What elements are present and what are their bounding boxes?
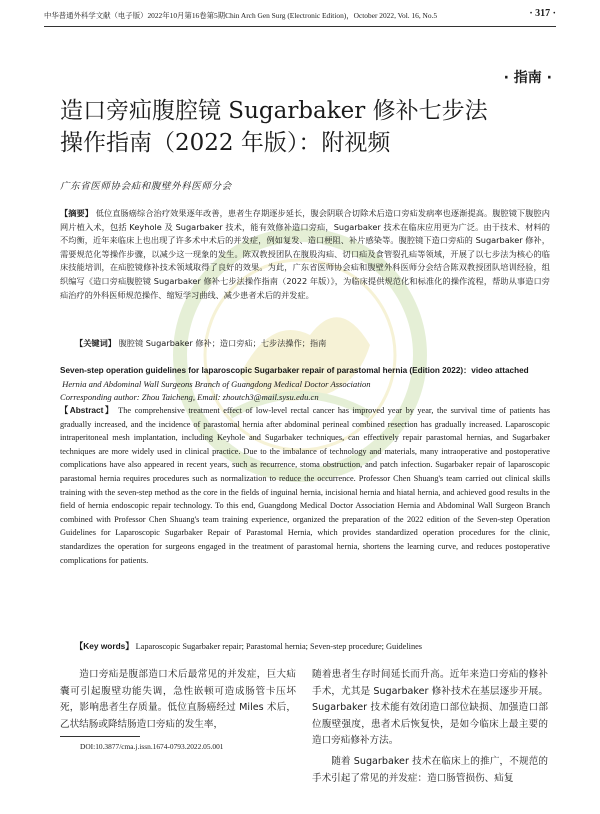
zh-keywords-text: 腹腔镜 Sugarbaker 修补；造口旁疝；七步法操作；指南 [118,338,327,348]
english-title-block [60,364,550,405]
english-title: Seven-step operation guidelines for laparoscopic Sugarbaker repair of parastomal hernia (Edition 2022)：video attached [60,366,529,375]
zh-abstract-text: 低位直肠癌综合治疗效果逐年改善，患者生存期逐步延长，腹会阴联合切除术后造口旁疝发病率也逐渐提高。腹腔镜下腹腔内网片植入术，包括 Keyhole 及 Sugarbaker 技术，能有效修补造口旁疝，Sugarbaker 技术在临床应用更为广泛。由于技术、材料的不均衡，近年来临床上也出现了许多术中术后的并发症，例如复发、造口梗阻、补片感染等。腹腔镜下造口旁疝的 Sugarbaker 修补，需要规范化等操作步骤，以减少这一现象的发生。陈双教授团队在腹股沟疝、切口疝及食管裂孔疝等领域，开展了以七步法为核心的临床技能培训，在疝腔镜修补技术领域取得了良好的效果。为此，广东省医师协会疝和腹壁外科医师分会结合陈双教授团队培训经验，组织编写《造口旁疝腹腔镜 Sugarbaker 修补七步法操作指南（2022 年版）》，为临床提供规范化和标准化的操作流程，帮助从事造口旁疝治疗的外科医师规范操作、缩短学习曲线、减少患者术后的并发症。 [60,208,550,300]
zh-keywords-label: 【关键词】 [75,338,116,348]
corresponding-author: Corresponding author: Zhou Taicheng, Email: zhoutch3@mail.sysu.edu.cn [60,392,319,402]
title-line-1: 造口旁疝腹腔镜 Sugarbaker 修补七步法 [60,98,488,124]
running-header [44,10,556,27]
body-left-column [60,667,296,733]
chinese-keywords [75,338,545,349]
en-abstract-text: The comprehensive treatment effect of low-level rectal cancer has improved year by year, the survival time of patients has gradually increased, and the incidence of parastomal hernia after abdominal perineal combined resection has gradually increased. Laparoscopic intraperitoneal mesh implantation, including Keyhole and Sugarbaker techniques, can effectively repair parastomal hernias, and Sugarbaker techniques are more widely used in clinical practice. Due to the imbalance of technology and materials, many intraoperative and postoperative complications have also appeared in recent years, such as recurrence, stoma obstruction, and patch infection. Sugarbaker repair of laparoscopic parastomal hernia requires procedures such as normalization to reduce the occurrence. Professor Chen Shuang's team carried out clinical skills training with the seven-step method as the core in the fields of inguinal hernia, incisional hernia and hiatal hernia, and achieved good results in the field of hernia endoscopic repair technology. To this end, Guangdong Medical Doctor Association Hernia and Abdominal Wall Surgeon Branch combined with Professor Chen Shuang's team training experience, organized the preparation of the 2022 edition of the Seven-step Operation Guidelines for Laparoscopic Sugarbaker Repair of Parastomal Hernia, which provides standardized operation procedures for the clinic, standardizes the operation for surgeons engaged in the treatment of parastomal hernia, shortens the learning curve, and reduces postoperative complications for patients. [60,406,550,565]
en-abstract-label: 【Abstract】 [60,405,115,415]
body-paragraph: 随着 Sugarbaker 技术在临床上的推广，不规范的手术引起了常见的并发症：造口肠管损伤、疝复 [312,755,548,784]
journal-line: 中华普通外科学文献（电子版）2022年10月第16卷第5期Chin Arch Gen Surg (Electronic Edition)，October 2022, Vol. 16, No.5 [44,11,438,20]
en-keywords-label: 【Key words】 [75,641,134,651]
page-number: · 317 · [529,8,556,19]
title-line-2: 操作指南（2022 年版）：附视频 [60,130,391,156]
body-paragraph: 随着患者生存时间延长而升高。近年来造口旁疝的修补手术，尤其是 Sugarbaker 修补技术在基层逐步开展。Sugarbaker 技术能有效闭造口部位缺损、加强造口部位腹壁强度，患者术后恢复快，是如今临床上最主要的造口旁疝修补方法。 [312,669,548,747]
zh-abstract-label: 【摘要】 [60,208,94,218]
footnote-divider [60,736,140,737]
doi: DOI:10.3877/cma.j.issn.1674-0793.2022.05.001 [80,742,224,751]
english-org: Hernia and Abdominal Wall Surgeons Branch of Guangdong Medical Doctor Association [62,378,371,389]
en-keywords-text: Laparoscopic Sugarbaker repair; Parastomal hernia; Seven-step procedure; Guidelines [135,642,423,651]
article-title [60,95,550,159]
body-paragraph: 造口旁疝是腹部造口术后最常见的并发症，巨大疝囊可引起腹壁功能失调，急性嵌顿可造成肠管卡压坏死，影响患者生存质量。低位直肠癌经过 Miles 术后，乙状结肠或降结肠造口旁疝的发生率， [60,669,296,730]
body-right-column [312,667,548,787]
english-keywords [75,640,545,652]
authors: 广东省医师协会疝和腹壁外科医师分会 [60,181,232,192]
section-label: · 指南 · [503,70,552,86]
english-abstract [60,404,550,567]
chinese-abstract [60,207,550,302]
